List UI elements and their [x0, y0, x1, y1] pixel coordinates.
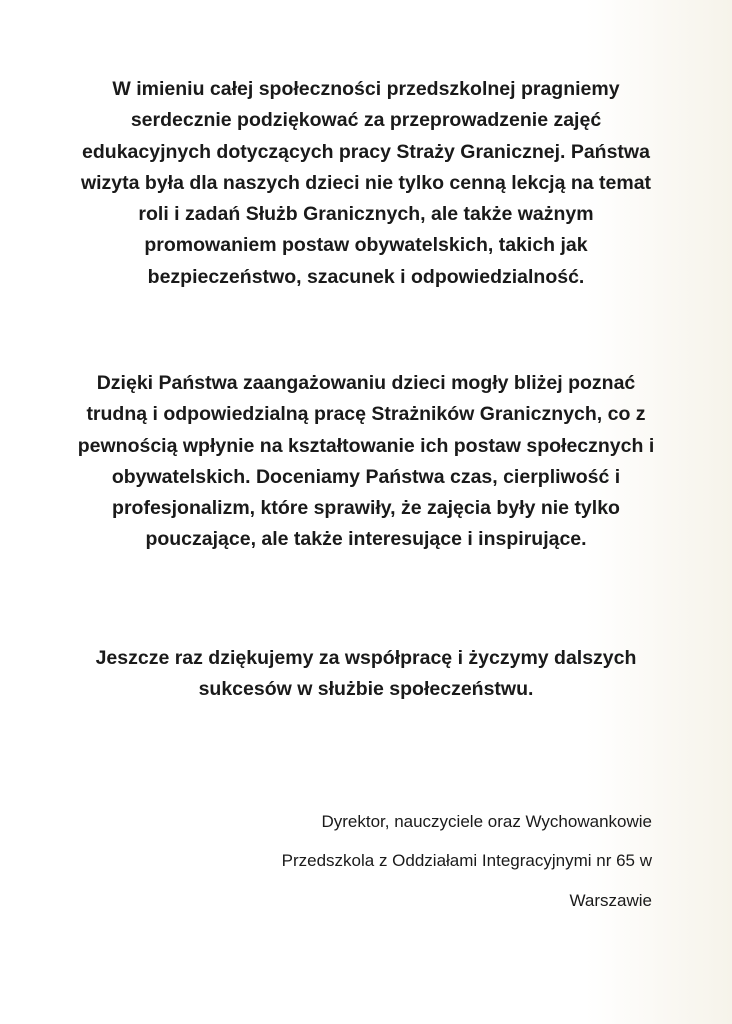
signature-line-3: Warszawie — [569, 891, 652, 910]
paragraph-thanks: W imieniu całej społeczności przedszkolnej pragniemy serdecznie podziękować za przeprowadzenie zajęć edukacyjnych dotyczących pracy Straży Granicznej. Państwa wizyta była dla naszych dzieci nie tylko cenną lekcją na temat roli i zadań Służb Granicznych, ale także ważnym promowaniem postaw obywatelskich, takich jak bezpieczeństwo, szacunek i odpowiedzialność. — [80, 78, 652, 288]
signature-line-2: Przedszkola z Oddziałami Integracyjnymi nr 65 w — [281, 851, 652, 870]
paragraph-engagement: Dzięki Państwa zaangażowaniu dzieci mogły bliżej poznać trudną i odpowiedzialną pracę Strażników Granicznych, co z pewnością wpłynie na kształtowanie ich postaw społecznych i obywatelskich. Doceniamy Państwa czas, cierpliwość i profesjonalizm, które sprawiły, że zajęcia były nie tylko pouczające, ale także interesujące i inspirujące. — [77, 372, 655, 551]
paragraph-closing: Jeszcze raz dziękujemy za współpracę i życzymy dalszych sukcesów w służbie społeczeństwu. — [95, 647, 637, 701]
signature-line-1: Dyrektor, nauczyciele oraz Wychowankowie — [321, 812, 652, 831]
